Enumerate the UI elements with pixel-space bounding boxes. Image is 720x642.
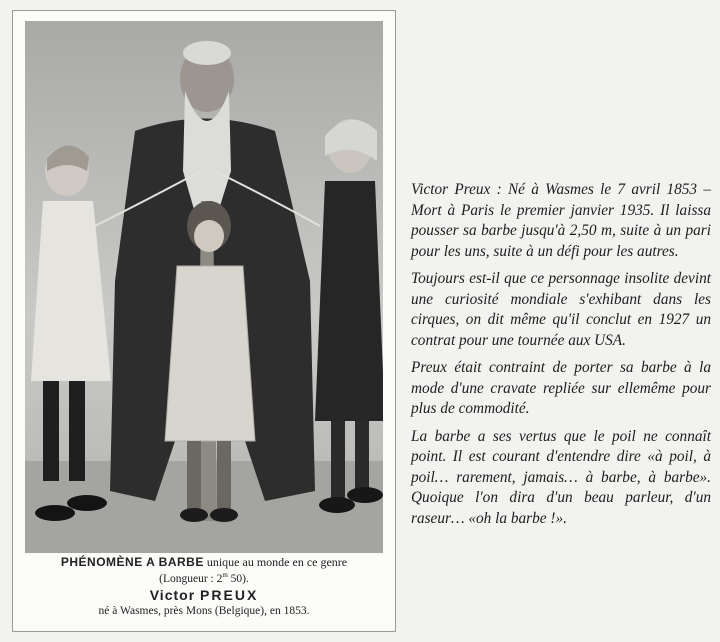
caption-length-value: 50). <box>227 572 249 585</box>
postcard <box>12 10 396 632</box>
caption-first-name: Victor <box>149 586 196 603</box>
paragraph-sayings: La barbe a ses vertus que le poil ne connaît point. Il est courant d'entendre dire «à poil, à poil… rarement, jamais… à barbe, à barbe». Quoique l'on dira d'un beau parleur, d'un raseur… «oh la barbe !». <box>411 427 711 527</box>
caption-name <box>21 587 387 603</box>
paragraph-necktie: Preux était contraint de porter sa barbe à la mode d'une cravate repliée sur ellemême pour plus de commodité. <box>411 359 711 417</box>
caption-title-rest: unique au monde en ce genre <box>206 555 348 569</box>
photo-illustration <box>25 21 383 553</box>
caption-surname: PREUX <box>200 586 259 603</box>
caption-title-caps: PHÉNOMÈNE A BARBE <box>60 555 204 569</box>
article-text <box>411 180 711 536</box>
paragraph-bio: Victor Preux : Né à Wasmes le 7 avril 1853 – Mort à Paris le premier janvier 1935. Il laissa pousser sa barbe jusqu'à 2,50 m, suite à un pari pour les uns, suite à un défi pour les autres. <box>411 181 711 260</box>
vintage-photo <box>25 21 383 553</box>
postcard-caption <box>21 556 387 627</box>
caption-length <box>21 571 387 586</box>
caption-birth: né à Wasmes, près Mons (Belgique), en 1853. <box>98 604 310 617</box>
caption-title <box>21 556 387 570</box>
caption-length-label: (Longueur : 2 <box>159 572 223 585</box>
caption-length-sup: m <box>222 570 228 579</box>
paragraph-curiosity: Toujours est-il que ce personnage insolite devint une curiosité mondiale s'exhibant dans les cirques, on dit même qu'il conclut en 1927 un contrat pour une tournée aux USA. <box>411 270 711 349</box>
